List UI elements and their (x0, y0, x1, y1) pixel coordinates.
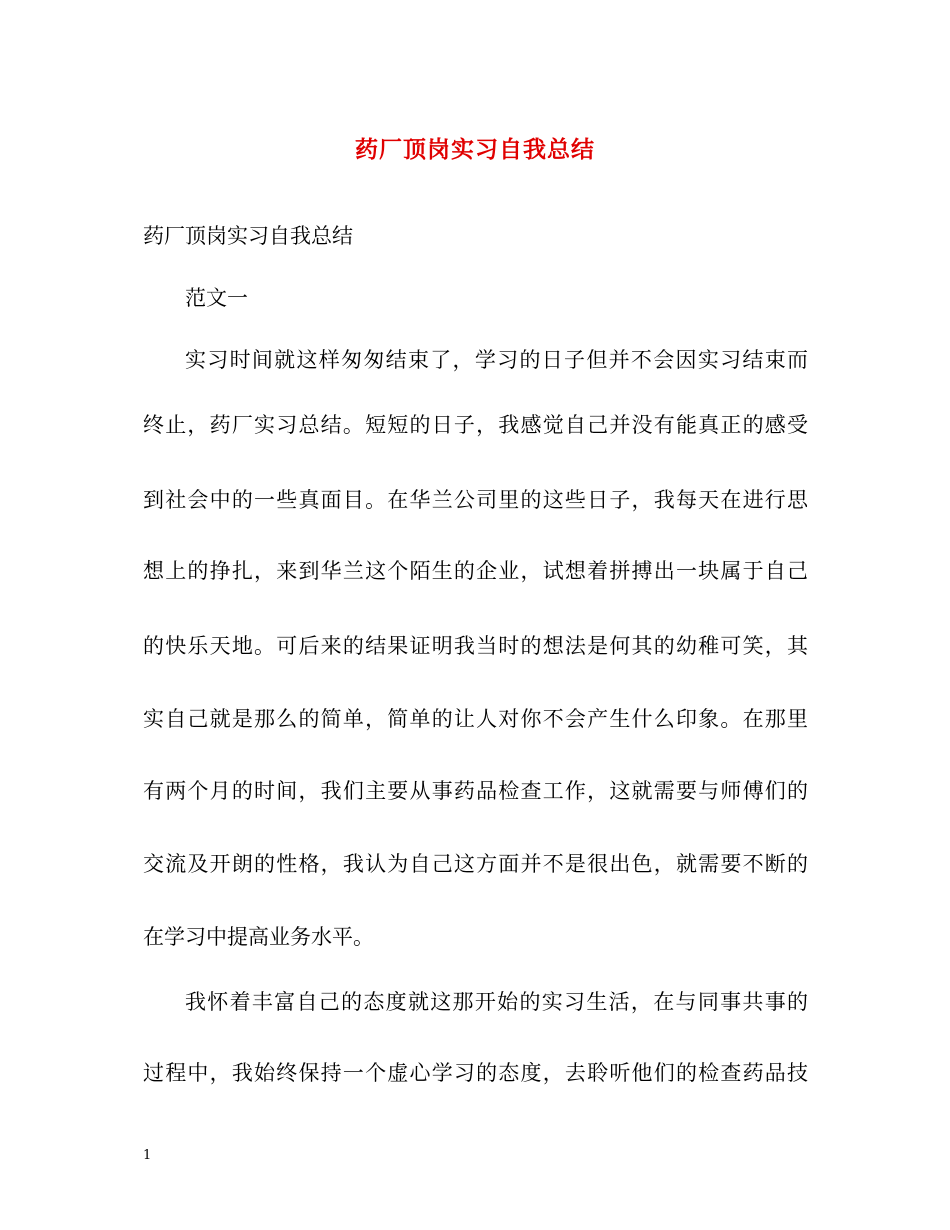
paragraph-line: 我怀着丰富自己的态度就这那开始的实习生活，在与同事共事的 (185, 990, 808, 1014)
page-number: 1 (143, 1148, 152, 1163)
paragraph-line: 的快乐天地。可后来的结果证明我当时的想法是何其的幼稚可笑，其 (143, 634, 808, 658)
paragraph-line: 到社会中的一些真面目。在华兰公司里的这些日子，我每天在进行思 (143, 488, 808, 512)
paragraph-line: 终止，药厂实习总结。短短的日子，我感觉自己并没有能真正的感受 (143, 413, 808, 437)
paragraph-line: 在学习中提高业务水平。 (143, 925, 374, 949)
paragraph-line: 实自己就是那么的简单，简单的让人对你不会产生什么印象。在那里 (143, 707, 808, 731)
document-title: 药厂顶岗实习自我总结 (355, 136, 595, 163)
paragraph-line: 想上的挣扎，来到华兰这个陌生的企业，试想着拼搏出一块属于自己 (143, 559, 808, 583)
document-subtitle: 药厂顶岗实习自我总结 (143, 224, 353, 248)
paragraph-line: 交流及开朗的性格，我认为自己这方面并不是很出色，就需要不断的 (143, 852, 808, 876)
paragraph-line: 过程中，我始终保持一个虚心学习的态度，去聆听他们的检查药品技 (143, 1061, 808, 1085)
section-label: 范文一 (185, 286, 248, 310)
paragraph-line: 有两个月的时间，我们主要从事药品检查工作，这就需要与师傅们的 (143, 779, 808, 803)
paragraph-line: 实习时间就这样匆匆结束了，学习的日子但并不会因实习结束而 (185, 348, 808, 372)
